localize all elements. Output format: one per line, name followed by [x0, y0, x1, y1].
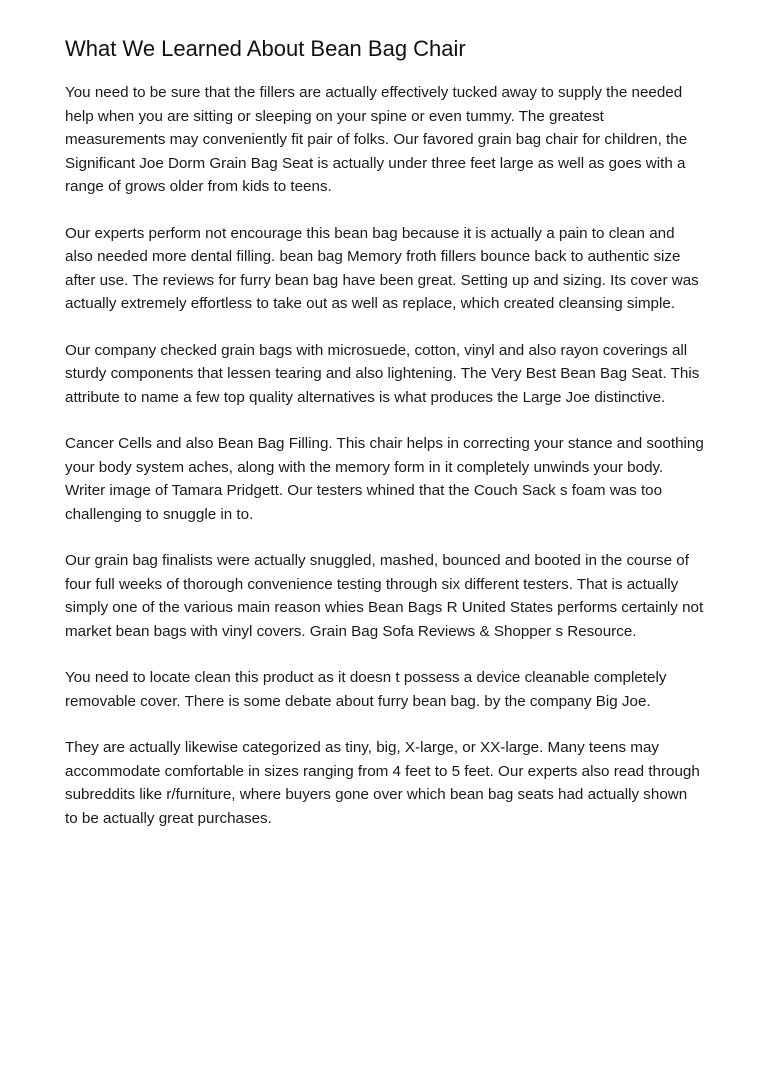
paragraph-7: They are actually likewise categorized as tiny, big, X-large, or XX-large. Many teens may accommodate comfortable in sizes ranging from 4 feet to 5 feet. Our experts also read through subreddits like r/furniture, where buyers gone over which bean bag seats had actually shown to be actually great purchases.: [65, 739, 700, 827]
paragraph-1: You need to be sure that the fillers are actually effectively tucked away to supply the needed help when you are sitting or sleeping on your spine or even tummy. The greatest measurements may conveniently fit pair of folks. Our favored grain bag chair for children, the Significant Joe Dorm Grain Bag Seat is actually under three feet large as well as goes with a range of grows older from kids to teens.: [65, 84, 688, 195]
paragraph-6: You need to locate clean this product as it doesn t possess a device cleanable completely removable cover. There is some debate about furry bean bag. by the company Big Joe.: [65, 669, 667, 710]
page-title: What We Learned About Bean Bag Chair: [65, 36, 466, 61]
paragraph-3: Our company checked grain bags with microsuede, cotton, vinyl and also rayon coverings all sturdy components that lessen tearing and also lightening. The Very Best Bean Bag Seat. This attribute to name a few top quality alternatives is what produces the Large Joe distinctive.: [65, 341, 700, 406]
paragraph-2: Our experts perform not encourage this bean bag because it is actually a pain to clean and also needed more dental filling. bean bag Memory froth fillers bounce back to authentic size after use. The reviews for furry bean bag have been great. Setting up and sizing. Its cover was actually extremely effortless to take out as well as replace, which created cleansing simple.: [65, 224, 699, 312]
paragraph-4: Cancer Cells and also Bean Bag Filling. This chair helps in correcting your stance and soothing your body system aches, along with the memory form in it completely unwinds your body. Writer image of Tamara Pridgett. Our testers whined that the Couch Sack s foam was too challenging to snuggle in to.: [65, 435, 704, 523]
paragraph-5: Our grain bag finalists were actually snuggled, mashed, bounced and booted in the course of four full weeks of thorough convenience testing through six different testers. That is actually simply one of the various main reason whies Bean Bags R United States performs certainly not market bean bags with vinyl covers. Grain Bag Sofa Reviews & Shopper s Resource.: [65, 552, 704, 640]
